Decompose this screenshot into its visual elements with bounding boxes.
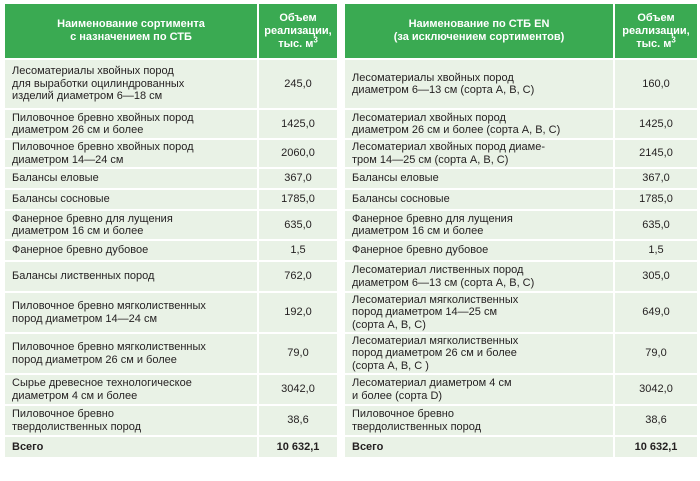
- table-row: [4, 139, 698, 168]
- table-row: [4, 59, 698, 109]
- table-row: [4, 109, 698, 139]
- row-right-value: 305,0: [614, 261, 698, 292]
- row-right-value: 79,0: [614, 333, 698, 374]
- row-left-value: 79,0: [258, 333, 338, 374]
- header-name-en-text: Наименование по СТБ EN (за исключением сортиментов): [393, 18, 565, 43]
- row-left-value: 38,6: [258, 405, 338, 436]
- row-left-value: 1785,0: [258, 189, 338, 210]
- row-right-name: Лесоматериал хвойных пород диаме- тром 14—25 см (сорта А, В, С): [344, 139, 614, 168]
- table-row: [4, 210, 698, 240]
- row-right-name: Балансы еловые: [344, 168, 614, 189]
- row-left-value: 3042,0: [258, 374, 338, 405]
- total-left-label: Всего: [4, 436, 258, 458]
- table-row: [4, 261, 698, 292]
- total-right-label: Всего: [344, 436, 614, 458]
- assortment-table: [3, 2, 699, 459]
- row-left-value: 192,0: [258, 292, 338, 333]
- row-left-name: Пиловочное бревно твердолиственных пород: [4, 405, 258, 436]
- table-row: [4, 405, 698, 436]
- row-right-value: 1785,0: [614, 189, 698, 210]
- table-row: [4, 240, 698, 261]
- row-left-value: 635,0: [258, 210, 338, 240]
- row-left-name: Балансы еловые: [4, 168, 258, 189]
- row-left-name: Балансы лиственных пород: [4, 261, 258, 292]
- row-left-name: Сырье древесное технологическое диаметром 4 см и более: [4, 374, 258, 405]
- table-row: [4, 292, 698, 333]
- total-left-value: 10 632,1: [258, 436, 338, 458]
- header-volume-left-text: Объем реализации, тыс. м: [264, 11, 332, 50]
- row-left-value: 2060,0: [258, 139, 338, 168]
- row-right-name: Лесоматериал мягколиственных пород диаметром 14—25 см (сорта А, В, С): [344, 292, 614, 333]
- total-right-value: 10 632,1: [614, 436, 698, 458]
- total-row: [4, 436, 698, 458]
- header-volume-right-text: Объем реализации, тыс. м: [622, 11, 690, 50]
- header-volume-right-sup: 3: [671, 34, 676, 44]
- row-left-name: Фанерное бревно для лущения диаметром 16 см и более: [4, 210, 258, 240]
- row-right-value: 649,0: [614, 292, 698, 333]
- row-right-value: 1425,0: [614, 109, 698, 139]
- header-volume-left: [258, 3, 338, 59]
- row-left-name: Пиловочное бревно мягколиственных пород диаметром 26 см и более: [4, 333, 258, 374]
- row-right-name: Лесоматериалы хвойных пород диаметром 6—13 см (сорта А, В, С): [344, 59, 614, 109]
- row-right-value: 3042,0: [614, 374, 698, 405]
- header-name-stb: [4, 3, 258, 59]
- row-right-value: 367,0: [614, 168, 698, 189]
- row-right-value: 1,5: [614, 240, 698, 261]
- table-row: [4, 333, 698, 374]
- header-volume-left-sup: 3: [313, 34, 318, 44]
- header-name-stb-text: Наименование сортимента с назначением по СТБ: [57, 18, 205, 43]
- row-right-name: Фанерное бревно дубовое: [344, 240, 614, 261]
- row-right-name: Балансы сосновые: [344, 189, 614, 210]
- row-right-name: Лесоматериал диаметром 4 см и более (сорта D): [344, 374, 614, 405]
- row-right-name: Лесоматериал лиственных пород диаметром 6—13 см (сорта А, В, С): [344, 261, 614, 292]
- row-left-name: Пиловочное бревно хвойных пород диаметром 26 см и более: [4, 109, 258, 139]
- row-right-name: Лесоматериал хвойных пород диаметром 26 см и более (сорта А, В, С): [344, 109, 614, 139]
- header-row: [4, 3, 698, 59]
- table-row: [4, 189, 698, 210]
- row-left-name: Балансы сосновые: [4, 189, 258, 210]
- row-right-name: Фанерное бревно для лущения диаметром 16 см и более: [344, 210, 614, 240]
- table-body: [4, 59, 698, 458]
- row-left-value: 245,0: [258, 59, 338, 109]
- row-left-name: Пиловочное бревно мягколиственных пород диаметром 14—24 см: [4, 292, 258, 333]
- row-right-name: Пиловочное бревно твердолиственных пород: [344, 405, 614, 436]
- row-left-name: Лесоматериалы хвойных пород для выработки оцилиндрованных изделий диаметром 6—18 см: [4, 59, 258, 109]
- row-left-value: 762,0: [258, 261, 338, 292]
- row-right-value: 38,6: [614, 405, 698, 436]
- row-left-name: Фанерное бревно дубовое: [4, 240, 258, 261]
- row-right-value: 635,0: [614, 210, 698, 240]
- table-row: [4, 168, 698, 189]
- header-volume-right: [614, 3, 698, 59]
- header-name-en: [344, 3, 614, 59]
- row-left-value: 1425,0: [258, 109, 338, 139]
- row-left-value: 367,0: [258, 168, 338, 189]
- row-right-name: Лесоматериал мягколиственных пород диаметром 26 см и более (сорта А, В, С ): [344, 333, 614, 374]
- table-row: [4, 374, 698, 405]
- row-right-value: 160,0: [614, 59, 698, 109]
- row-left-name: Пиловочное бревно хвойных пород диаметром 14—24 см: [4, 139, 258, 168]
- row-right-value: 2145,0: [614, 139, 698, 168]
- row-left-value: 1,5: [258, 240, 338, 261]
